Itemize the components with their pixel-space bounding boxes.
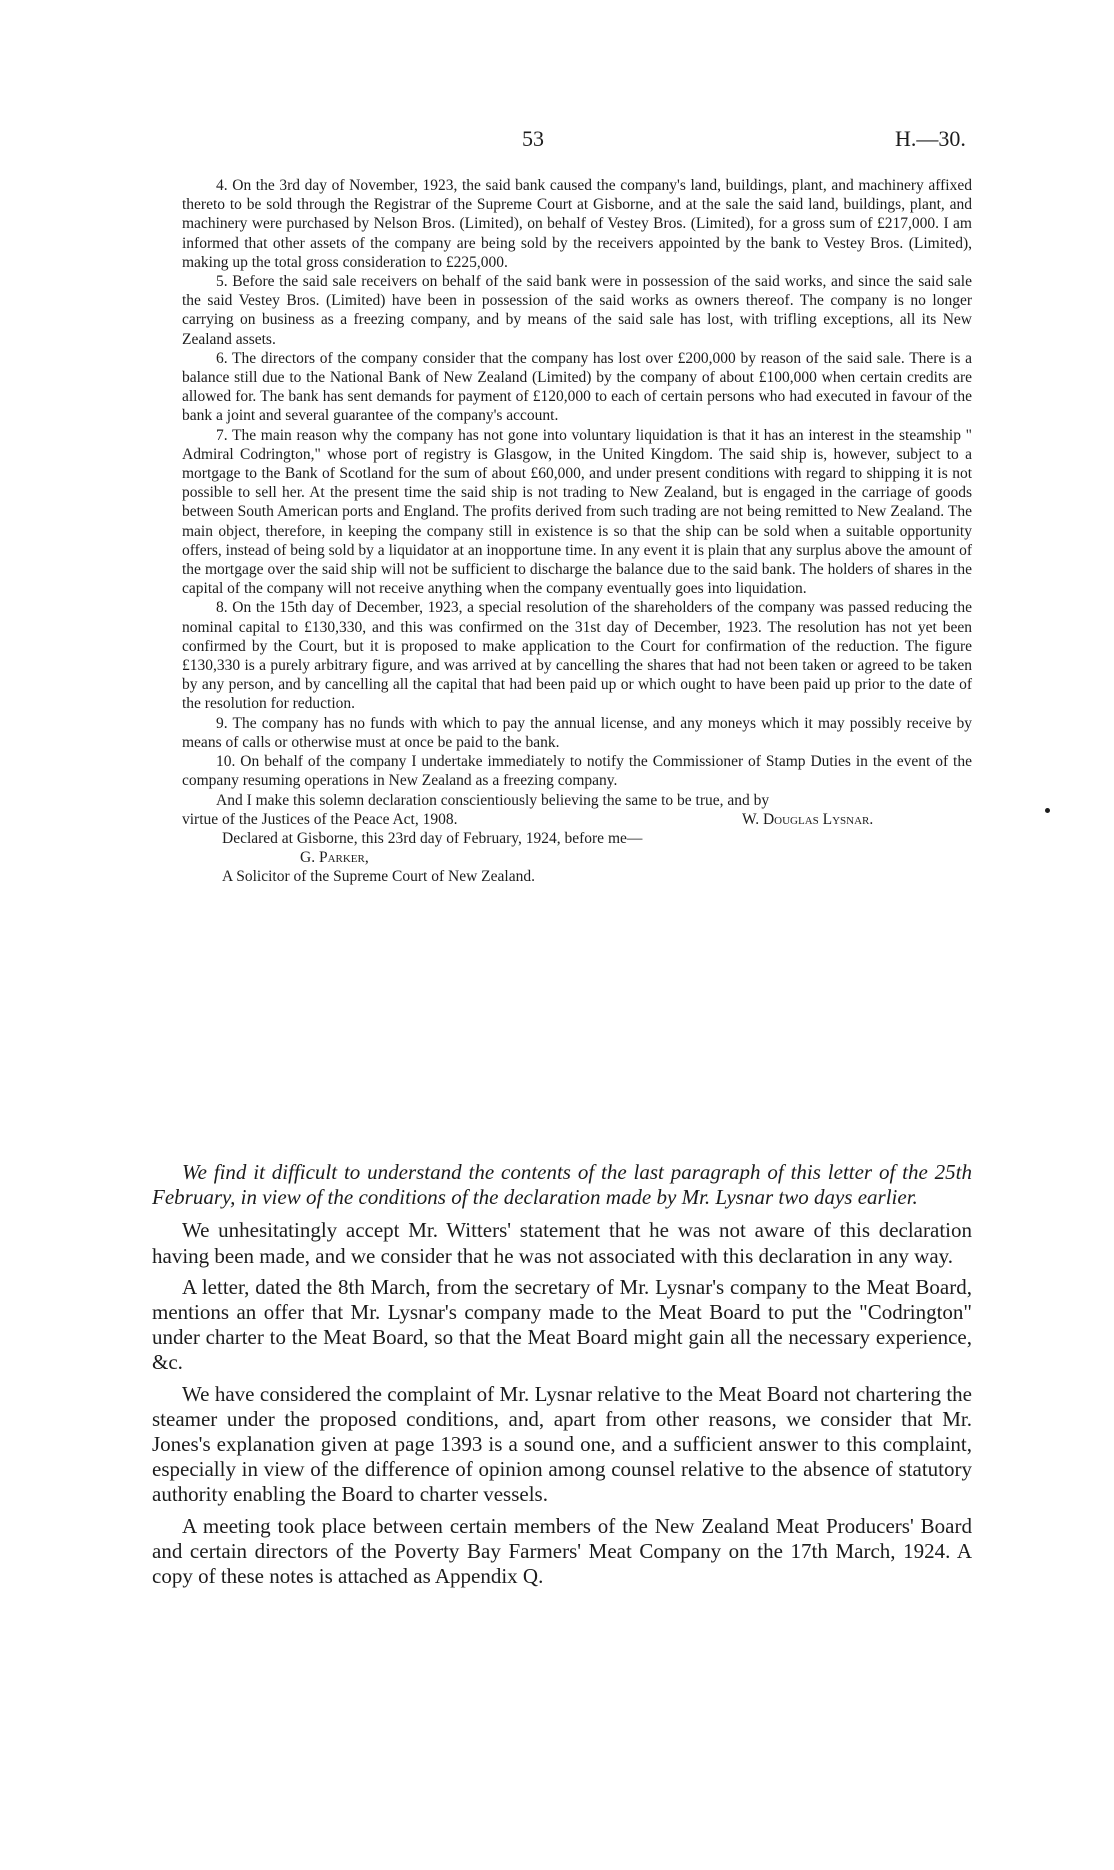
solemn-declaration-end: virtue of the Justices of the Peace Act, 1908. xyxy=(182,810,458,828)
declared-at: Declared at Gisborne, this 23rd day of February, 1924, before me— xyxy=(222,829,643,847)
witness-title: A Solicitor of the Supreme Court of New Zealand. xyxy=(222,868,535,886)
declaration-block xyxy=(182,176,972,887)
page-number: 53 xyxy=(522,126,544,151)
witness-name: G. Parker, xyxy=(300,849,369,867)
body-paragraph-meeting: A meeting took place between certain members of the New Zealand Meat Producers' Board and certain directors of the Poverty Bay Farmers' Meat Company on the 17th March, 1924. A copy of these notes is attached as Appendix Q. xyxy=(152,1513,972,1589)
declaration-para-6: 6. The directors of the company consider that the company has lost over £200,000 by reason of the said sale. There is a balance still due to the National Bank of New Zealand (Limited) by the company of about £100,000 when certain credits are allowed for. The bank has sent demands for payment of £120,000 to each of certain persons who had executed in favour of the bank a joint and several guarantee of the company's account. xyxy=(182,349,972,425)
signature-line xyxy=(182,810,972,829)
margin-dot xyxy=(1045,808,1050,813)
declaration-para-8: 8. On the 15th day of December, 1923, a special resolution of the shareholders of the company was passed reducing the nominal capital to £130,330, and this was confirmed on the 31st day of December, 1923. The resolution has not yet been confirmed by the Court, but it is proposed to make application to the Court for confirmation of the reduction. The figure £130,330 is a purely arbitrary figure, and was arrived at by cancelling the shares that had not been taken or agreed to be taken by any person, and by cancelling all the capital that had been paid up or which ought to have been paid up prior to the date of the resolution for reduction. xyxy=(182,599,972,713)
italic-paragraph: We find it difficult to understand the contents of the last paragraph of this letter of the 25th February, in view of the conditions of the declaration made by Mr. Lysnar two days earlier. xyxy=(152,1160,972,1210)
body-paragraph-witters: We unhesitatingly accept Mr. Witters' statement that he was not aware of this declaration having been made, and we consider that he was not associated with this declaration in any way. xyxy=(152,1218,972,1268)
declaration-para-10: 10. On behalf of the company I undertake immediately to notify the Commissioner of Stamp Duties in the event of the company resuming operations in New Zealand as a freezing company. xyxy=(182,753,972,790)
body-paragraph-complaint: We have considered the complaint of Mr. Lysnar relative to the Meat Board not chartering the steamer under the proposed conditions, and, apart from other reasons, we consider that Mr. Jones's explanation given at page 1393 is a sound one, and a sufficient answer to this complaint, especially in view of the difference of opinion among counsel relative to the absence of statutory authority enabling the Board to charter vessels. xyxy=(152,1381,972,1507)
document-reference: H.—30. xyxy=(895,126,966,151)
declaration-para-7: 7. The main reason why the company has not gone into voluntary liquidation is that it has an interest in the steamship " Admiral Codrington," whose port of registry is Glasgow, in the United Kingdom. The said ship is, however, subject to a mortgage to the Bank of Scotland for the sum of about £60,000, and under present conditions with regard to shipping it is not possible to sell her. At the present time the said ship is not trading to New Zealand, but is engaged in the carriage of goods between South American ports and England. The profits derived from such trading are not being remitted to New Zealand. The main object, therefore, in keeping the company still in existence is so that the ship can be sold when a suitable opportunity offers, instead of being sold by a liquidator at an inopportune time. In any event it is plain that any surplus above the amount of the mortgage over the said ship will not be sufficient to discharge the balance due to the said bank. The holders of shares in the capital of the company will not receive anything when the company eventually goes into liquidation. xyxy=(182,426,972,598)
page-header xyxy=(0,126,1114,156)
declaration-para-9: 9. The company has no funds with which to pay the annual license, and any moneys which it may possibly receive by means of calls or otherwise must at once be paid to the bank. xyxy=(182,714,972,751)
body-paragraph-letter: A letter, dated the 8th March, from the secretary of Mr. Lysnar's company to the Meat Board, mentions an offer that Mr. Lysnar's company made to the Meat Board to put the "Codrington" under charter to the Meat Board, so that the Meat Board might gain all the necessary experience, &c. xyxy=(152,1274,972,1375)
declaration-para-5: 5. Before the said sale receivers on behalf of the said bank were in possession of the said works, and since the said sale the said Vestey Bros. (Limited) have been in possession of the said works as owners thereof. The company is no longer carrying on business as a freezing company, and by means of the said sale has lost, with trifling exceptions, all its New Zealand assets. xyxy=(182,273,972,348)
declaration-para-4: 4. On the 3rd day of November, 1923, the said bank caused the company's land, buildings, plant, and machinery affixed thereto to be sold through the Registrar of the Supreme Court at Gisborne, and at the sale the said land, buildings, plant, and machinery were purchased by Nelson Bros. (Limited), on behalf of Vestey Bros. (Limited), for a gross sum of £217,000. I am informed that other assets of the company are being sold by the receivers appointed by the bank to Vestey Bros. (Limited), making up the total gross consideration to £225,000. xyxy=(182,177,972,271)
signature: W. Douglas Lysnar. xyxy=(742,810,874,828)
report-body xyxy=(152,1160,972,1595)
solemn-declaration-line: And I make this solemn declaration conscientiously believing the same to be true, and by xyxy=(216,791,770,809)
